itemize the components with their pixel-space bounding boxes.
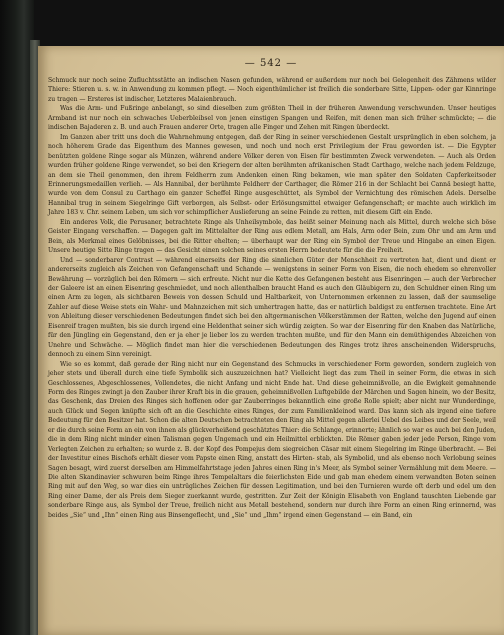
paragraph: Ein anderes Volk, die Perusaner, betrachtete Ringe als Unheilsymbole, das heißt seiner Meinung nach als Mittel, durch welche sich böse Geister Eingang verschaffen. — Dagegen galt im Mittelalter der Ring aus edlem Metall, am Hals, Arm oder Bein, zum Ohr und am Arm und Bein, als Merkmal eines Gelöbnisses, bei die Ritter ehelten; — überhaupt war der Ring ein Symbol der Treue und Hingabe an einen Eigen. Unsere heutige Sitte Ringe tragen — das Gesicht einen solchen seines ersten Herrn bedeutete für die die Freiheit.	[48, 218, 496, 255]
paragraph: Schmuck nur noch seine Zufluchtsstätte an indischen Nasen gefunden, während er außerdem nur noch bei Gelegenheit des Zähmens wilder Thiere: Stieren u. s. w. in Anwendung zu kommen pflegt. — Noch eigenthümlicher ist freilich die sonderbare Sitte, Lippen- oder gar Kinnringe zu tragen — Ersteres ist indischer, Letzteres Malaienbrauch.	[48, 77, 496, 103]
paragraph: Und — sonderbarer Contrast — während einerseits der Ring die sinnlichen Güter der Menschheit zu vertreten hat, dient und dient er andererseits zugleich als Zeichen von Gefangenschaft und Schande — wenigstens in seiner Form von Eisen, die noch ehedem so ehrenvoller Bewährung — vorzüglich bei den Römern — sich erfreute. Nicht nur die Kette des Gefangenen besteht aus Eisenringen — auch der Verbrecher der Galeere ist an einen Eisenring geschmiedet, und noch allenthalben braucht Hand es auch den Gläubigern zu, den Schuldner einen Ring um einen Arm zu legen, als sichtbaren Beweis von dessen Schuld und Haltbarkeit, von Unternommen erkennen zu lassen, daß der saumselige Zahler auf diese Weise stets ein Wahr- und Mahnzeichen mit sich umhertragen hatte, das er natürlich baldigst zu entfernen trachtete. Eine Art von Ableitung dieser verschiedenen Bedeutungen findet sich bei den altgermanischen Völkerstämmen der Ratten, welche den Jugend auf einen Eisenreif tragen mußten, bis sie durch irgend eine Heldenthat seiner sich würdig zeigten. So war der Eisenring für den Knaben das Natürliche, für den Jüngling ein Gegenstand, den er ja eher je lieber los zu werden trachten mußte, und für den Mann ein demüthigendes Abzeichen von Unehre und Schwäche. — Möglich findet man hier die verschiedenen Bedeutungen des Ringes trotz ihres anscheinenden Widerspruchs, dennoch zu einem Sinn vereinigt.	[48, 256, 496, 359]
paragraph: Was die Arm- und Fußringe anbelangt, so sind dieselben zum größten Theil in der früheren Anwendung verschwunden. Unser heutiges Armband ist nur noch ein schwaches Ueberbleibsel von jenen einstigen Spangen und Reifen, mit denen man sich früher schmückte; — die indischen Bajaderen z. B. und auch Frauen anderer Orte, tragen alle Finger und Zehen mit Ringen überdeckt.	[48, 105, 496, 132]
paragraph: Wie so es kommt, daß gerade der Ring nicht nur ein Gegenstand des Schmucks in verschiedener Form geworden, sondern zugleich von jeher stets und überall durch eine tiefe Symbolik sich auszuzeichnen hat? Vielleicht liegt das zum Theil in seiner Form, die etwas in sich Geschlossenes, Abgeschlossenes, Vollendetes, die nicht Anfang und nicht Ende hat. Und diese geheimnißvolle, an die Ewigkeit gemahnende Form des Ringes zwingt ja den Zauber ihrer Kraft bis in die grauen, geheimnißvollen Luftgebilde der Märchen und Sagen hinein, wo der Besitz, das Geschenk, das Dreien des Ringes sich hoffenen oder gar Zauberringes bekanntlich eine große Rolle spielt; aber nicht nur Wunderdinge, auch Glück und Segen knüpfte sich oft an die Geschichte eines Ringes, der zum Familienkleinod ward. Das kann sich als irgend eine tiefere Bedeutung für den Besitzer hat. Schon die alten Deutschen betrachteten den Ring als Mittel gegen allerlei Uebel des Leibes und der Seele, weil er die durch seine Form an ein von ihnen als glückverheißend geschätztes Thier: die Schlange, erinnerte; ähnlich so war es auch bei den Juden, die in dem Ring nicht minder einen Talisman gegen Ungemach und ein Heilmittel erblickten. Die Römer gaben jeder jede Person, Ringe vom Verlegten Zeichen zu erhalten; so wurde z. B. der Kopf des Pompejus dem siegreichen Cäsar mit einem Siegelring im Ringe überbracht. — Bei der Investitur eines Bischofs erhält dieser vom Papste einen Ring, anstatt des Hirten- stab, als Symbolid, und als ebenso noch Verlobung seines Sagen besagt, wird zuerst derselben am Himmelfahrtstage jeden Jahres einen Ring in's Meer, als Symbol seiner Vermählung mit dem Meere. — Die alten Skandinavier schwuren beim Ringe ihres Tempelaltars die feierlichsten Eide und gab man ehedem einem verwandten Boten seinen Ring mit auf den Weg, so war dies ein untrügliches Zeichen für dessen Legitimation, und bei den Turnieren wurde oft derb und edel um den Ring einer Dame, der als Preis dem Sieger zuerkannt wurde, gestritten. Zur Zeit der Königin Elisabeth von England tauschten Liebende gar sonderbare Ringe aus, als Symbol der Treue, freilich nicht aus Metall bestehend, sondern nur durch ihre Form an einen Ring erinnernd, was beides „Sie“ und „Ihn“ einen Ring aus Binsengeflecht, und „Sie“ und „Ihm“ irgend einen Gegenstand — ein Band, ein	[48, 360, 496, 519]
book-spine	[0, 0, 34, 635]
paragraph: Im Ganzen aber tritt uns doch die Wahrnehmung entgegen, daß der Ring in seiner verschiedenen Gestalt ursprünglich in eben solchem, ja noch höherem Grade das Eigenthum des Mannes gewesen, und noch und noch erst Privilegium der Frau geworden ist. — Die Egypter benützten goldene Ringe sogar als Münzen, während andere Völker deren von Eisen für bestimmten Zweck verwendeten. — Auch als Orden wurden früher goldene Ringe verwendet, so bei den Kriegern der alten berühmten afrikanischen Stadt Carthago, welche nach jedem Feldzuge, an dem sie Theil genommen, den ihrem Feldherrn zum Andenken einen Ring bekamen, wie man später den Soldaten Capferkeitsoder Erinnerungsmedaillen verlieh. — Als Hannibal, der berühmte Feldherr der Carthager, die Römer 216 in der Schlacht bei Cannä besiegt hatte, wurde von dem Consul zu Carthago ein ganzer Scheffel Ringe ausgeschüttet, als Symbol der Vernichtung des römischen Adels. Derselbe Hannibal trug in seinem Siegelringe Gift verborgen, als Selbst- oder Erlösungsmittel etwaiger Gefangenschaft; er machte auch wirklich im Jahre 183 v. Chr. seinem Leben, um sich vor schimpflicher Auslieferung an seine Feinde zu retten, mit diesem Gift ein Ende.	[48, 133, 496, 217]
page-text	[48, 76, 496, 520]
page-number: — 542 —	[244, 58, 298, 69]
book-page	[38, 46, 504, 635]
